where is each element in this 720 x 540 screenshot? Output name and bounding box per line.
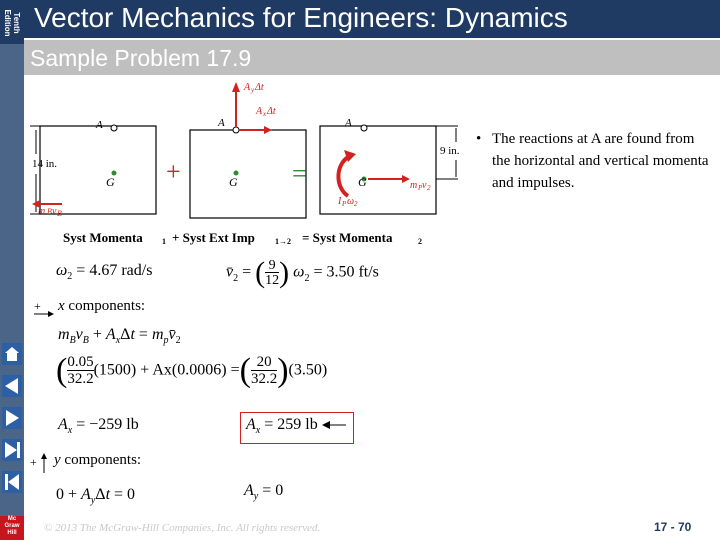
fraction-denominator-2: 32.2: [250, 371, 278, 387]
svg-text:I: I: [338, 196, 342, 207]
page-number: 17 - 70: [654, 520, 692, 534]
svg-text:G: G: [358, 175, 367, 189]
y-equation: $0 + A_y\Delta t = 0$: [56, 486, 136, 507]
x-direction-icon: [32, 300, 56, 318]
svg-text:B: B: [57, 209, 62, 218]
svg-text:A: A: [96, 119, 103, 131]
x-components-label: x components:: [58, 298, 146, 314]
svg-text:2: 2: [418, 237, 422, 246]
edition-text: Tenth Edition: [3, 9, 21, 37]
title-bar: [24, 0, 720, 38]
svg-text:Δt: Δt: [267, 106, 276, 117]
svg-text:+: +: [34, 300, 41, 313]
svg-text:B: B: [47, 207, 52, 216]
svg-text:14 in.: 14 in.: [32, 158, 58, 170]
svg-text:Δt: Δt: [255, 82, 264, 93]
svg-text:G: G: [229, 175, 238, 189]
svg-text:Syst Momenta: Syst Momenta: [63, 230, 143, 245]
svg-text:ω: ω: [347, 196, 355, 207]
first-slide-icon[interactable]: [1, 374, 23, 398]
svg-text:P: P: [342, 200, 347, 208]
svg-text:1: 1: [162, 237, 166, 246]
bullet-point: [476, 128, 712, 194]
home-icon[interactable]: [1, 342, 23, 366]
page-subtitle: Sample Problem 17.9: [30, 45, 252, 71]
svg-text:A: A: [345, 117, 352, 129]
svg-text:2: 2: [427, 184, 431, 192]
frac-den: 12: [265, 273, 280, 288]
next-slide-icon[interactable]: [1, 406, 23, 430]
x-result: $A_x = -259$ lb: [58, 416, 139, 437]
plus-sign: +: [166, 157, 181, 186]
x-equation-end: (3.50): [288, 361, 328, 379]
y-components-label: y components:: [54, 452, 142, 468]
boxed-answer: $A_x = 259$ lb: [246, 416, 346, 436]
x-equation-middle: (1500) + Ax(0.0006) =: [93, 361, 240, 379]
svg-text:9 in.: 9 in.: [440, 145, 460, 157]
edition-badge: [0, 0, 24, 44]
impulse-momentum-diagram: [30, 78, 475, 250]
svg-text:v: v: [52, 206, 57, 217]
left-arrow-icon: [322, 419, 346, 431]
bullet-dot: •: [476, 131, 482, 147]
svg-text:+: +: [30, 455, 37, 469]
mcgraw-hill-logo: Mc Graw Hill: [0, 516, 24, 540]
fraction-numerator: 0.05: [67, 354, 94, 370]
svg-text:+ Syst Ext Imp: + Syst Ext Imp: [172, 230, 255, 245]
y-result: $A_y = 0$: [244, 482, 284, 503]
fraction-numerator-2: 20: [256, 354, 272, 370]
velocity-equation: $v̄_2 = (\frac{9}{12}) \omega_2 = 3.50$ ft/s: [226, 256, 379, 289]
x-equation-2: ($\frac{0.05}{32.2}(1500) + Ax(0.0006) =(\frac{20}{32.2})(3.50)$: [56, 352, 328, 389]
subtitle-bar: [24, 40, 720, 75]
svg-text:= Syst Momenta: = Syst Momenta: [302, 230, 393, 245]
y-direction-icon: [30, 452, 50, 474]
svg-text:A: A: [218, 117, 225, 129]
svg-text:v: v: [422, 180, 427, 191]
svg-text:m: m: [410, 180, 418, 191]
frac-num: 9: [268, 258, 276, 273]
end-slide-icon[interactable]: [1, 470, 23, 494]
equals-sign: =: [292, 159, 307, 188]
svg-text:2: 2: [354, 200, 358, 208]
svg-text:y: y: [251, 86, 255, 94]
x-equation-1: $m_Bv_B + A_x\Delta t$ = $m_pv̄_2$: [58, 326, 181, 347]
svg-text:x: x: [263, 110, 267, 118]
last-slide-icon[interactable]: [1, 438, 23, 462]
svg-text:1→2: 1→2: [275, 237, 291, 246]
omega-equation: $\omega_2 = 4.67$ rad/s: [56, 262, 153, 283]
bullet-text: The reactions at A are found from the horizontal and vertical momenta and impulses.: [492, 131, 709, 191]
svg-text:m: m: [38, 206, 46, 217]
svg-text:A: A: [256, 106, 263, 117]
fraction-denominator: 32.2: [67, 371, 94, 387]
page-title: Vector Mechanics for Engineers: Dynamics: [34, 2, 568, 33]
copyright-notice: © 2013 The McGraw-Hill Companies, Inc. All rights reserved.: [44, 522, 321, 534]
svg-text:P: P: [418, 184, 423, 192]
svg-text:A: A: [244, 82, 251, 93]
svg-text:G: G: [106, 175, 115, 189]
